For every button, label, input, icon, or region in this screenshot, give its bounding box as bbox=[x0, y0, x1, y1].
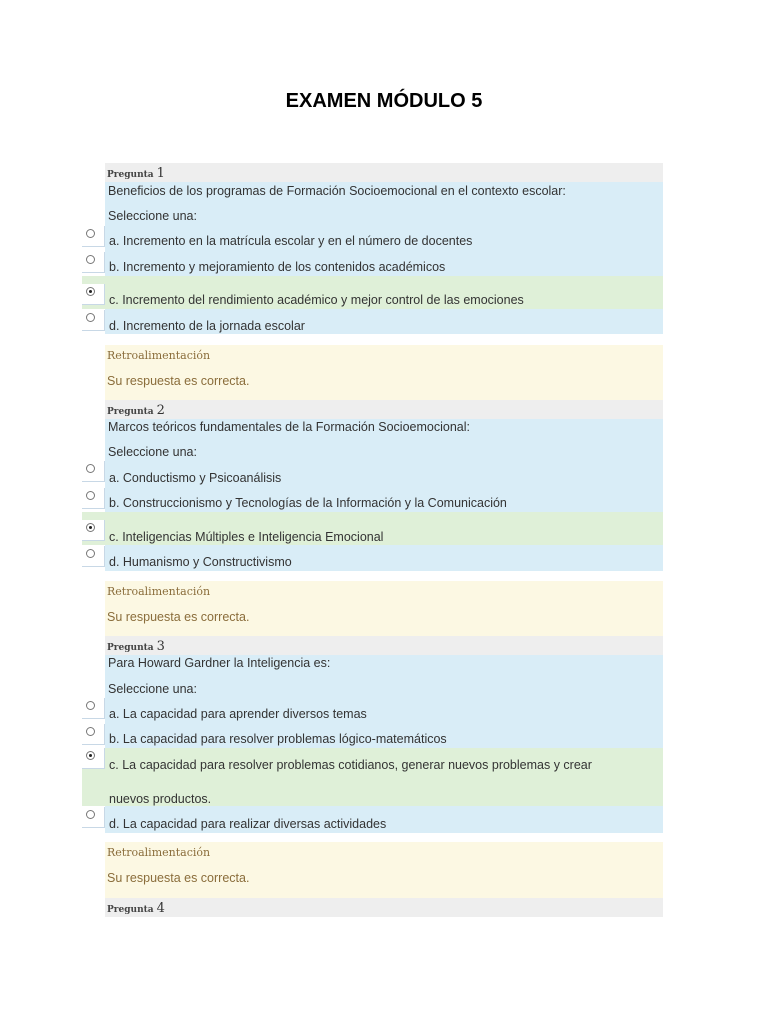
answer-option[interactable] bbox=[82, 724, 663, 748]
question-text: Beneficios de los programas de Formación Socioemocional en el contexto escolar: bbox=[108, 184, 566, 198]
answer-option[interactable] bbox=[82, 545, 663, 571]
select-prompt: Seleccione una: bbox=[108, 209, 197, 223]
feedback-box bbox=[105, 581, 663, 636]
feedback-title: Retroalimentación bbox=[107, 585, 211, 598]
radio-box bbox=[82, 284, 105, 305]
question-header bbox=[105, 400, 663, 419]
question-number: 2 bbox=[156, 403, 165, 418]
radio-button-checked[interactable] bbox=[86, 287, 95, 296]
radio-box bbox=[82, 252, 105, 273]
answer-option-text: c. Incremento del rendimiento académico y mejor control de las emociones bbox=[109, 293, 524, 307]
radio-button[interactable] bbox=[86, 255, 95, 264]
feedback-text: Su respuesta es correcta. bbox=[107, 871, 250, 885]
answer-option[interactable] bbox=[82, 309, 663, 334]
feedback-text: Su respuesta es correcta. bbox=[107, 374, 250, 388]
feedback-box bbox=[105, 345, 663, 400]
radio-box bbox=[82, 520, 105, 541]
answer-option-text: b. Construccionismo y Tecnologías de la Información y la Comunicación bbox=[109, 496, 507, 510]
answer-option-selected[interactable] bbox=[82, 748, 663, 806]
answer-option-selected[interactable] bbox=[82, 276, 663, 309]
feedback-box bbox=[105, 842, 663, 898]
select-prompt: Seleccione una: bbox=[108, 445, 197, 459]
feedback-text: Su respuesta es correcta. bbox=[107, 610, 250, 624]
radio-box bbox=[82, 546, 105, 567]
radio-button[interactable] bbox=[86, 701, 95, 710]
answer-option-text: a. La capacidad para aprender diversos temas bbox=[109, 707, 367, 721]
radio-button-checked[interactable] bbox=[86, 751, 95, 760]
answer-option-text: d. La capacidad para realizar diversas actividades bbox=[109, 817, 387, 831]
radio-box bbox=[82, 748, 105, 769]
question-label: Pregunta bbox=[107, 407, 154, 417]
answer-option-text: d. Humanismo y Constructivismo bbox=[109, 555, 292, 569]
feedback-title: Retroalimentación bbox=[107, 846, 211, 859]
question-number: 3 bbox=[156, 639, 165, 654]
answer-option[interactable] bbox=[82, 698, 663, 724]
question-label: Pregunta bbox=[107, 643, 154, 653]
answer-option[interactable] bbox=[82, 806, 663, 833]
radio-button[interactable] bbox=[86, 549, 95, 558]
answer-option[interactable] bbox=[82, 488, 663, 512]
answer-option-text: b. La capacidad para resolver problemas lógico-matemáticos bbox=[109, 732, 447, 746]
answer-option-text: c. Inteligencias Múltiples e Inteligencia Emocional bbox=[109, 530, 384, 544]
answer-option[interactable] bbox=[82, 226, 663, 252]
radio-button[interactable] bbox=[86, 727, 95, 736]
answer-option-text: a. Incremento en la matrícula escolar y en el número de docentes bbox=[109, 234, 473, 248]
question-label: Pregunta bbox=[107, 170, 154, 180]
question-text: Para Howard Gardner la Inteligencia es: bbox=[108, 656, 331, 670]
question-number: 1 bbox=[156, 166, 165, 181]
question-header bbox=[105, 898, 663, 917]
answer-option-text: b. Incremento y mejoramiento de los contenidos académicos bbox=[109, 260, 446, 274]
radio-button[interactable] bbox=[86, 464, 95, 473]
answer-option[interactable] bbox=[82, 252, 663, 276]
question-header bbox=[105, 163, 663, 182]
question-number: 4 bbox=[156, 901, 165, 916]
question-label: Pregunta bbox=[107, 905, 154, 915]
feedback-title: Retroalimentación bbox=[107, 349, 211, 362]
question-text: Marcos teóricos fundamentales de la Formación Socioemocional: bbox=[108, 420, 470, 434]
radio-button[interactable] bbox=[86, 313, 95, 322]
answer-option-selected[interactable] bbox=[82, 512, 663, 545]
radio-button[interactable] bbox=[86, 810, 95, 819]
radio-box bbox=[82, 724, 105, 745]
radio-box bbox=[82, 698, 105, 719]
radio-box bbox=[82, 226, 105, 247]
radio-box bbox=[82, 488, 105, 509]
radio-button[interactable] bbox=[86, 229, 95, 238]
answer-option-text: d. Incremento de la jornada escolar bbox=[109, 319, 305, 333]
answer-option-text: a. Conductismo y Psicoanálisis bbox=[109, 471, 282, 485]
select-prompt: Seleccione una: bbox=[108, 682, 197, 696]
answer-option-text: c. La capacidad para resolver problemas cotidianos, generar nuevos problemas y crear bbox=[109, 758, 592, 772]
radio-button[interactable] bbox=[86, 491, 95, 500]
answer-option-text-continued: nuevos productos. bbox=[109, 792, 212, 806]
page-title: EXAMEN MÓDULO 5 bbox=[285, 90, 483, 112]
answer-option[interactable] bbox=[82, 461, 663, 488]
radio-button-checked[interactable] bbox=[86, 523, 95, 532]
radio-box bbox=[82, 461, 105, 482]
radio-box bbox=[82, 310, 105, 331]
radio-box bbox=[82, 807, 105, 828]
question-header bbox=[105, 636, 663, 655]
